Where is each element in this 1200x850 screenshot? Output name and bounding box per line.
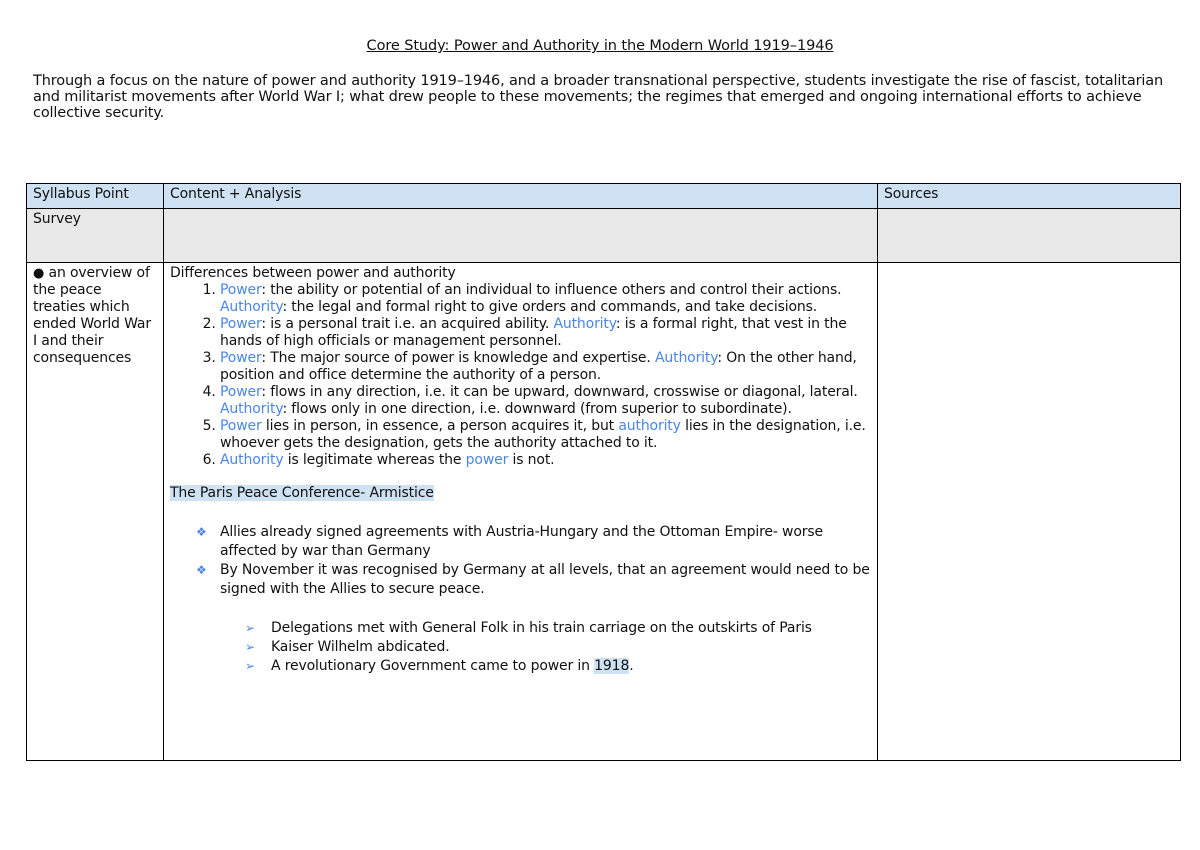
keyword-term: power bbox=[465, 452, 509, 468]
keyword-term: Authority bbox=[220, 299, 283, 315]
survey-sources-cell[interactable] bbox=[878, 209, 1181, 263]
diamond-bullet-icon: ❖ bbox=[196, 525, 207, 539]
list-item bbox=[196, 523, 871, 561]
keyword-term: Authority bbox=[654, 350, 718, 366]
survey-label: Survey bbox=[27, 209, 164, 263]
survey-content-cell[interactable] bbox=[164, 209, 878, 263]
list-item bbox=[245, 638, 871, 657]
survey-row bbox=[27, 209, 1181, 263]
difference-item bbox=[220, 282, 871, 316]
keyword-term: Power bbox=[220, 350, 262, 366]
difference-text: is not. bbox=[508, 452, 555, 468]
header-content-analysis: Content + Analysis bbox=[164, 184, 878, 209]
list-item-text: By November it was recognised by Germany at all levels, that an agreement would need to be signed with the Allies to secure peace. bbox=[220, 562, 870, 597]
keyword-term: Authority bbox=[220, 401, 283, 417]
difference-text: is legitimate whereas the bbox=[283, 452, 466, 468]
syllabus-table bbox=[26, 183, 1181, 761]
header-sources: Sources bbox=[878, 184, 1181, 209]
difference-item bbox=[220, 452, 871, 469]
table-header-row bbox=[27, 184, 1181, 209]
syllabus-point-text: an overview of the peace treaties which ended World War I and their consequences bbox=[33, 265, 151, 366]
list-item-text: Kaiser Wilhelm abdicated. bbox=[271, 639, 450, 655]
difference-text: : flows only in one direction, i.e. downward (from superior to subordinate). bbox=[282, 401, 792, 417]
difference-text: : the legal and formal right to give orders and commands, and take decisions. bbox=[282, 299, 818, 315]
content-lead: Differences between power and authority bbox=[170, 265, 456, 281]
difference-text: : The major source of power is knowledge and expertise. bbox=[261, 350, 655, 366]
difference-text: : the ability or potential of an individual to influence others and control their actions. bbox=[261, 282, 842, 298]
difference-item bbox=[220, 350, 871, 384]
keyword-term: Authority bbox=[220, 452, 284, 468]
keyword-term: Power bbox=[220, 384, 262, 400]
section-heading: The Paris Peace Conference- Armistice bbox=[170, 485, 434, 501]
content-analysis-cell[interactable] bbox=[164, 263, 878, 761]
difference-text: lies in the designation, i.e. whoever gets the designation, gets the authority attached to it. bbox=[220, 418, 866, 451]
difference-item bbox=[220, 384, 871, 418]
difference-text: lies in person, in essence, a person acquires it, but bbox=[261, 418, 619, 434]
difference-item bbox=[220, 418, 871, 452]
keyword-term: Power bbox=[220, 418, 262, 434]
intro-paragraph: Through a focus on the nature of power and authority 1919–1946, and a broader transnational perspective, students investigate the rise of fascist, totalitarian and militarist movements after World War I; what drew people to these movements; the regimes that emerged and ongoing international efforts to achieve collective security. bbox=[33, 73, 1164, 121]
difference-text: : flows in any direction, i.e. it can be upward, downward, crosswise or diagonal, lateral. bbox=[261, 384, 858, 400]
document-title: Core Study: Power and Authority in the Modern World 1919–1946 bbox=[366, 38, 834, 54]
list-item-text: Allies already signed agreements with Austria-Hungary and the Ottoman Empire- worse affected by war than Germany bbox=[220, 524, 823, 559]
list-item bbox=[245, 619, 871, 638]
list-item bbox=[245, 657, 871, 676]
keyword-term: Authority bbox=[553, 316, 616, 332]
list-item-text: Delegations met with General Folk in his train carriage on the outskirts of Paris bbox=[271, 620, 812, 636]
header-syllabus-point: Syllabus Point bbox=[27, 184, 164, 209]
arrow-bullet-icon: ➢ bbox=[245, 659, 255, 673]
keyword-term: authority bbox=[618, 418, 681, 434]
highlighted-year: 1918 bbox=[594, 658, 630, 674]
diamond-bullet-icon: ❖ bbox=[196, 563, 207, 577]
keyword-term: Power bbox=[220, 316, 262, 332]
syllabus-point-cell bbox=[27, 263, 164, 761]
list-item bbox=[196, 561, 871, 599]
diamond-bullet-list bbox=[170, 523, 871, 599]
differences-list bbox=[170, 282, 871, 469]
list-item-text: . bbox=[629, 658, 634, 674]
keyword-term: Power bbox=[220, 282, 262, 298]
difference-item bbox=[220, 316, 871, 350]
difference-text: : On the other hand, position and office determine the authority of a person. bbox=[220, 350, 857, 383]
difference-text: : is a formal right, that vest in the hands of high officials or management personnel. bbox=[220, 316, 847, 349]
bullet-icon: ● bbox=[33, 266, 45, 281]
sources-cell[interactable] bbox=[878, 263, 1181, 761]
list-item-text: A revolutionary Government came to power in bbox=[271, 658, 595, 674]
table-row bbox=[27, 263, 1181, 761]
arrow-bullet-icon: ➢ bbox=[245, 621, 255, 635]
arrow-bullet-icon: ➢ bbox=[245, 640, 255, 654]
arrow-bullet-list bbox=[170, 619, 871, 676]
difference-text: : is a personal trait i.e. an acquired ability. bbox=[261, 316, 554, 332]
